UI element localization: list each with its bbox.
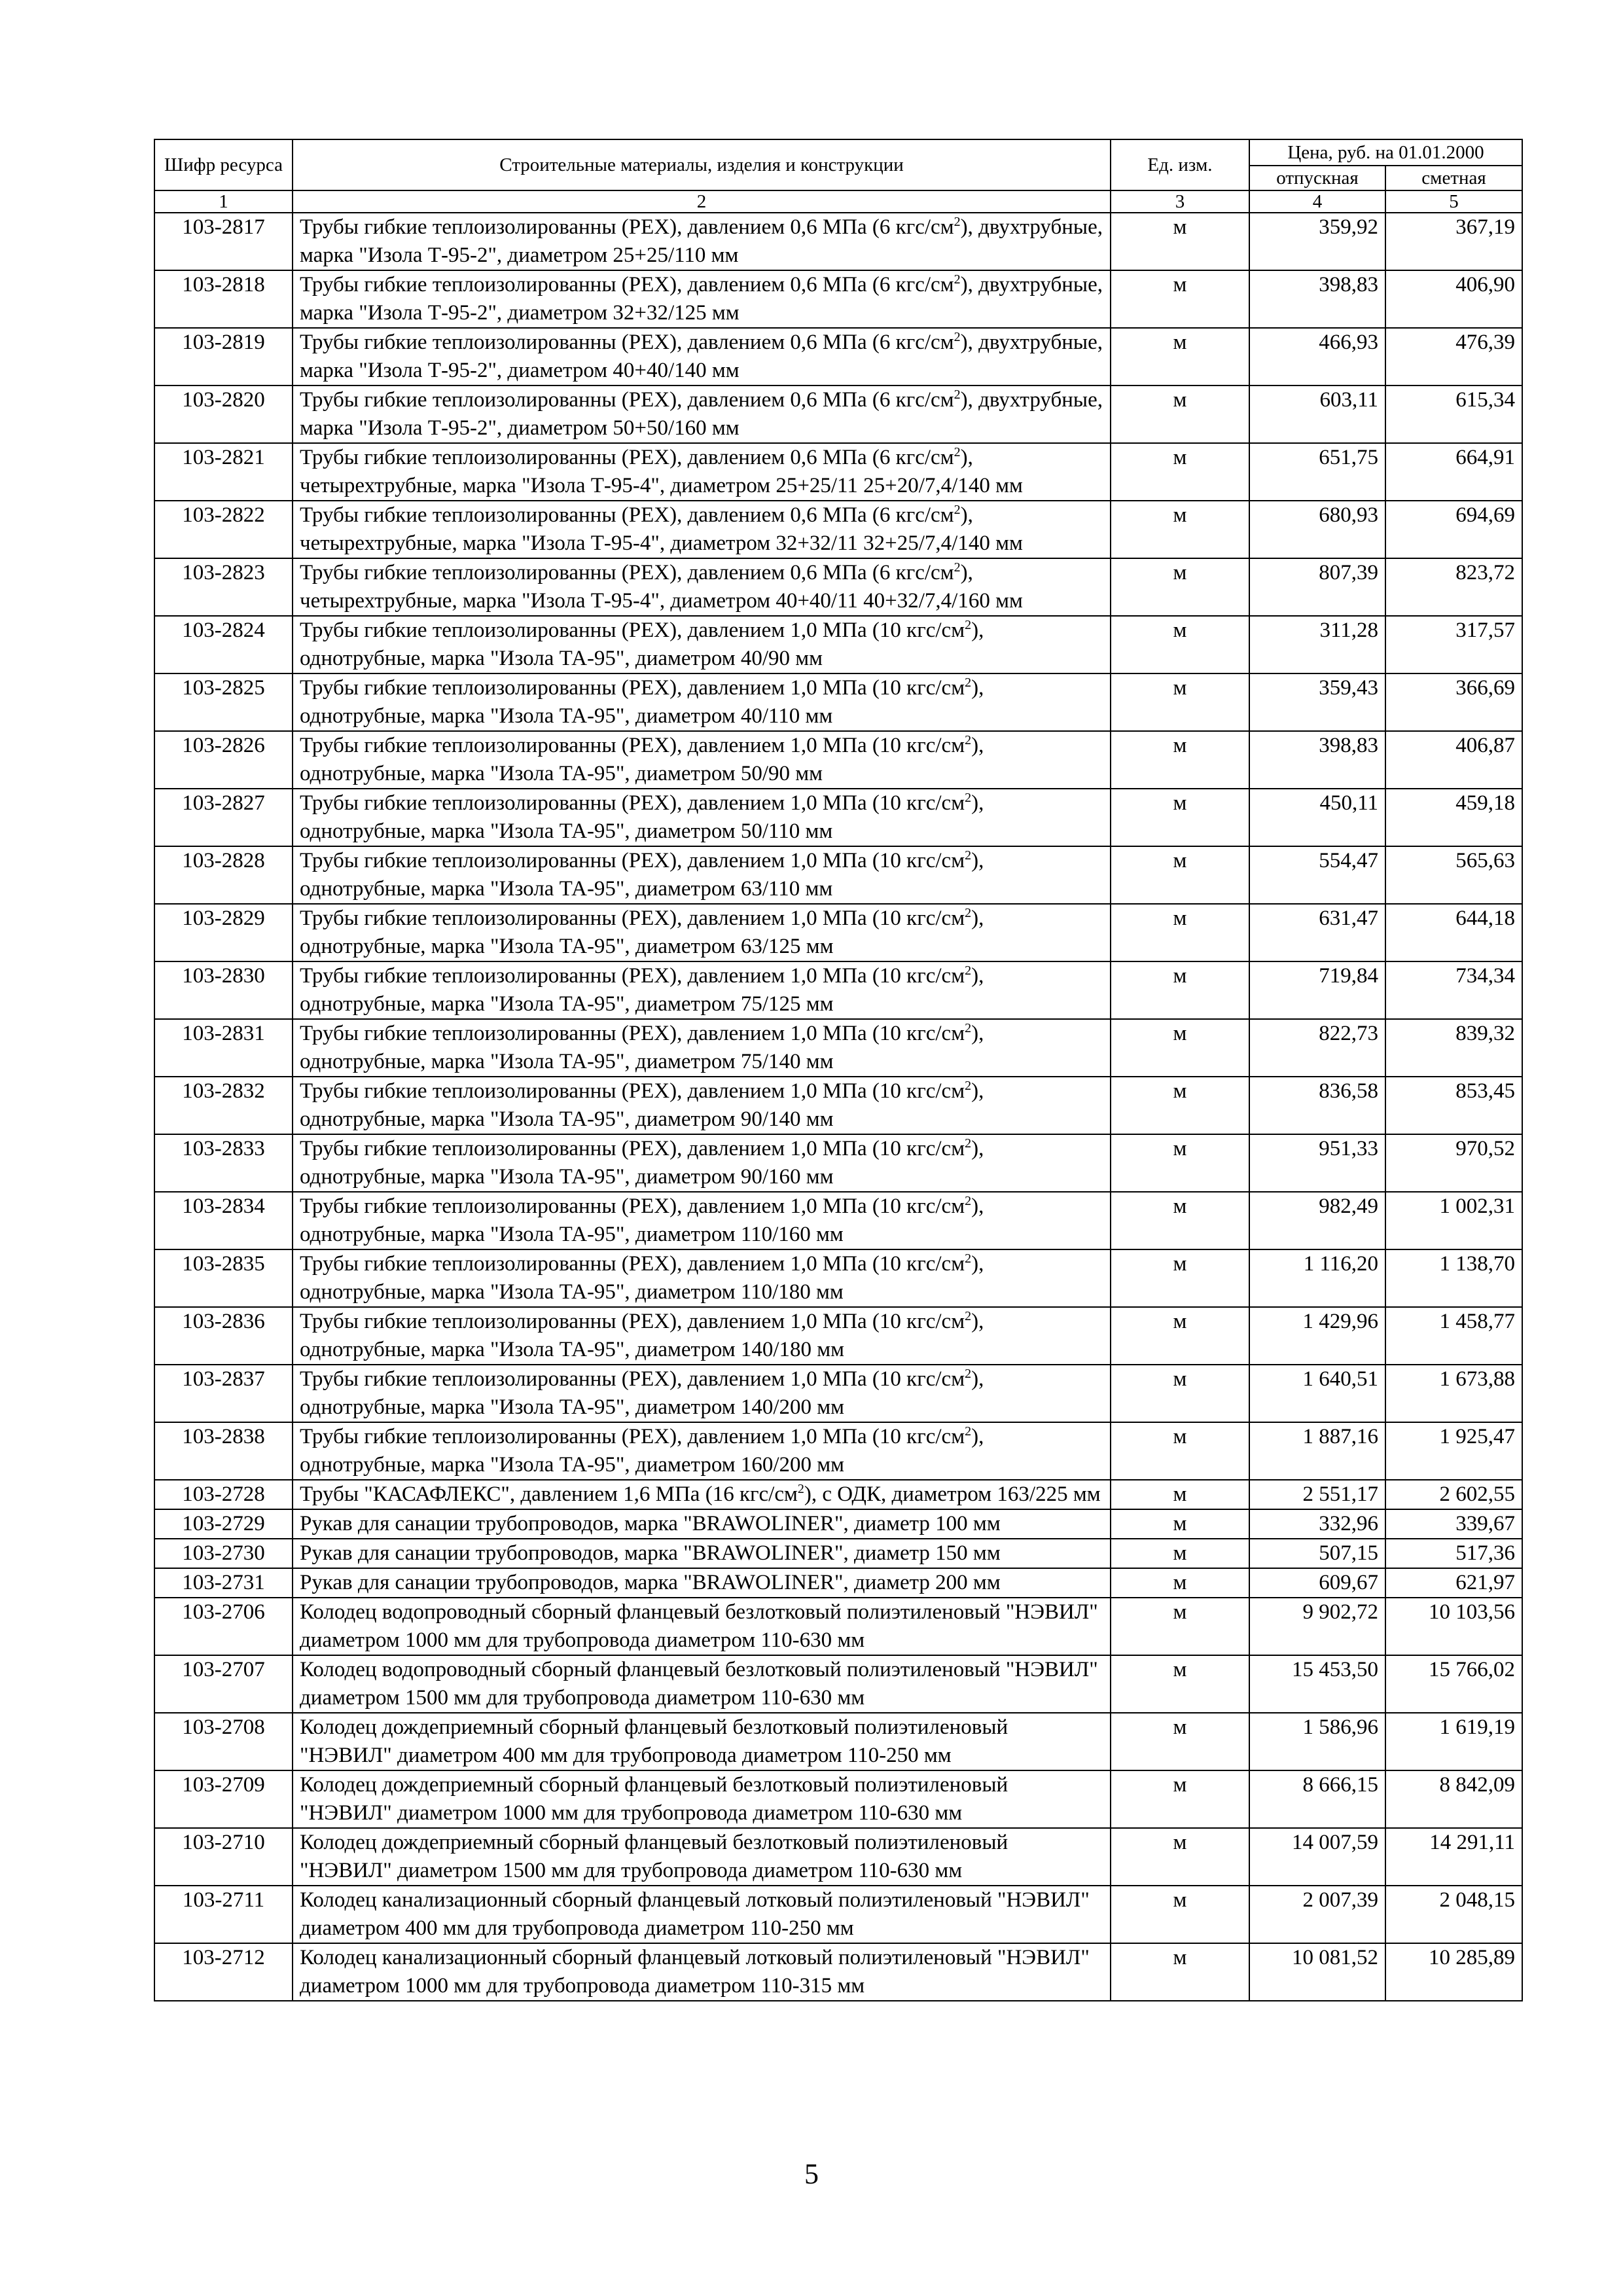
material-description <box>293 1539 1111 1568</box>
release-price: 2 007,39 <box>1249 1886 1385 1943</box>
description-text: Колодец дождеприемный сборный фланцевый безлотковый полиэтиленовый "НЭВИЛ" диаметром 400 мм для трубопровода диаметром 110-250 мм <box>300 1715 1008 1767</box>
table-row <box>154 1568 1522 1598</box>
unit-cell: м <box>1111 616 1249 673</box>
description-text: Трубы "КАСАФЛЕКС", давлением 1,6 МПа (16 кгс/см <box>300 1482 798 1506</box>
unit-cell: м <box>1111 443 1249 501</box>
description-text: Трубы гибкие теплоизолированны (PEX), давлением 1,0 МПа (10 кгс/см <box>300 1367 965 1391</box>
material-description <box>293 1019 1111 1077</box>
description-text: Трубы гибкие теплоизолированны (PEX), давлением 1,0 МПа (10 кгс/см <box>300 1022 965 1045</box>
table-row <box>154 443 1522 501</box>
material-description <box>293 1422 1111 1480</box>
resource-code: 103-2834 <box>154 1192 293 1249</box>
estimate-price: 1 925,47 <box>1385 1422 1522 1480</box>
unit-cell: м <box>1111 1019 1249 1077</box>
table-row <box>154 386 1522 443</box>
unit-cell: м <box>1111 904 1249 961</box>
resource-code: 103-2833 <box>154 1134 293 1192</box>
description-text: Трубы гибкие теплоизолированны (PEX), давлением 1,0 МПа (10 кгс/см <box>300 1425 965 1448</box>
material-description <box>293 1192 1111 1249</box>
superscript: 2 <box>965 1079 972 1093</box>
description-text: Рукав для санации трубопроводов, марка "BRAWOLINER", диаметр 150 мм <box>300 1541 1001 1565</box>
table-row <box>154 961 1522 1019</box>
unit-cell: м <box>1111 961 1249 1019</box>
material-description <box>293 731 1111 789</box>
estimate-price: 694,69 <box>1385 501 1522 558</box>
release-price: 982,49 <box>1249 1192 1385 1249</box>
unit-cell: м <box>1111 386 1249 443</box>
material-description <box>293 1365 1111 1422</box>
superscript: 2 <box>954 445 961 459</box>
estimate-price: 366,69 <box>1385 673 1522 731</box>
description-text-cont: ), однотрубные, марка "Изола ТА-95", диаметром 63/110 мм <box>300 849 984 901</box>
release-price: 450,11 <box>1249 789 1385 846</box>
resource-code: 103-2820 <box>154 386 293 443</box>
superscript: 2 <box>954 330 961 344</box>
estimate-price: 476,39 <box>1385 328 1522 386</box>
price-table-container <box>154 139 1522 2001</box>
description-text-cont: ), двухтрубные, марка "Изола Т-95-2", диаметром 50+50/160 мм <box>300 388 1103 440</box>
material-description <box>293 270 1111 328</box>
header-code: Шифр ресурса <box>154 139 293 190</box>
description-text: Рукав для санации трубопроводов, марка "BRAWOLINER", диаметр 100 мм <box>300 1512 1001 1535</box>
resource-code: 103-2707 <box>154 1655 293 1713</box>
estimate-price: 970,52 <box>1385 1134 1522 1192</box>
superscript: 2 <box>965 1194 972 1208</box>
material-description <box>293 1886 1111 1943</box>
header-price-group: Цена, руб. на 01.01.2000 <box>1249 139 1522 166</box>
material-description <box>293 1655 1111 1713</box>
unit-cell: м <box>1111 673 1249 731</box>
description-text-cont: ), двухтрубные, марка "Изола Т-95-2", диаметром 32+32/125 мм <box>300 273 1103 325</box>
unit-cell: м <box>1111 1568 1249 1598</box>
description-text-cont: ), двухтрубные, марка "Изола Т-95-2", диаметром 40+40/140 мм <box>300 331 1103 382</box>
unit-cell: м <box>1111 1598 1249 1655</box>
release-price: 359,43 <box>1249 673 1385 731</box>
resource-code: 103-2821 <box>154 443 293 501</box>
description-text-cont: ), однотрубные, марка "Изола ТА-95", диаметром 90/140 мм <box>300 1079 984 1131</box>
release-price: 609,67 <box>1249 1568 1385 1598</box>
description-text: Колодец канализационный сборный фланцевый лотковый полиэтиленовый "НЭВИЛ" диаметром 1000 мм для трубопровода диаметром 110-315 мм <box>300 1946 1090 1998</box>
release-price: 719,84 <box>1249 961 1385 1019</box>
material-description <box>293 961 1111 1019</box>
table-row <box>154 1509 1522 1539</box>
superscript: 2 <box>954 560 961 575</box>
column-number: 4 <box>1249 190 1385 213</box>
material-description <box>293 1509 1111 1539</box>
description-text: Колодец водопроводный сборный фланцевый безлотковый полиэтиленовый "НЭВИЛ" диаметром 1000 мм для трубопровода диаметром 110-630 мм <box>300 1600 1098 1652</box>
table-row <box>154 1192 1522 1249</box>
release-price: 15 453,50 <box>1249 1655 1385 1713</box>
estimate-price: 14 291,11 <box>1385 1828 1522 1886</box>
description-text: Трубы гибкие теплоизолированны (PEX), давлением 1,0 МПа (10 кгс/см <box>300 906 965 930</box>
description-text-cont: ), однотрубные, марка "Изола ТА-95", диаметром 110/160 мм <box>300 1194 984 1246</box>
material-description <box>293 616 1111 673</box>
estimate-price: 565,63 <box>1385 846 1522 904</box>
material-description <box>293 1568 1111 1598</box>
description-text-cont: ), однотрубные, марка "Изола ТА-95", диаметром 40/90 мм <box>300 619 984 670</box>
resource-code: 103-2827 <box>154 789 293 846</box>
release-price: 1 116,20 <box>1249 1249 1385 1307</box>
table-row <box>154 1365 1522 1422</box>
table-row <box>154 846 1522 904</box>
description-text-cont: ), однотрубные, марка "Изола ТА-95", диаметром 50/90 мм <box>300 734 984 785</box>
release-price: 8 666,15 <box>1249 1770 1385 1828</box>
superscript: 2 <box>965 733 972 747</box>
material-description <box>293 1134 1111 1192</box>
price-table <box>154 139 1523 2001</box>
resource-code: 103-2829 <box>154 904 293 961</box>
estimate-price: 1 673,88 <box>1385 1365 1522 1422</box>
description-text: Колодец канализационный сборный фланцевый лотковый полиэтиленовый "НЭВИЛ" диаметром 400 мм для трубопровода диаметром 110-250 мм <box>300 1888 1090 1940</box>
table-row <box>154 1249 1522 1307</box>
description-text-cont: ), однотрубные, марка "Изола ТА-95", диаметром 160/200 мм <box>300 1425 984 1477</box>
table-row <box>154 1539 1522 1568</box>
table-row <box>154 1480 1522 1509</box>
estimate-price: 1 458,77 <box>1385 1307 1522 1365</box>
table-row <box>154 1770 1522 1828</box>
resource-code: 103-2730 <box>154 1539 293 1568</box>
release-price: 807,39 <box>1249 558 1385 616</box>
material-description <box>293 1828 1111 1886</box>
description-text: Трубы гибкие теплоизолированны (PEX), давлением 1,0 МПа (10 кгс/см <box>300 1310 965 1333</box>
unit-cell: м <box>1111 1077 1249 1134</box>
description-text-cont: ), однотрубные, марка "Изола ТА-95", диаметром 75/125 мм <box>300 964 984 1016</box>
resource-code: 103-2728 <box>154 1480 293 1509</box>
release-price: 603,11 <box>1249 386 1385 443</box>
estimate-price: 406,87 <box>1385 731 1522 789</box>
material-description <box>293 1307 1111 1365</box>
material-description <box>293 558 1111 616</box>
description-text-cont: ), однотрубные, марка "Изола ТА-95", диаметром 110/180 мм <box>300 1252 984 1304</box>
description-text: Трубы гибкие теплоизолированны (PEX), давлением 1,0 МПа (10 кгс/см <box>300 1137 965 1160</box>
resource-code: 103-2822 <box>154 501 293 558</box>
description-text: Трубы гибкие теплоизолированны (PEX), давлением 1,0 МПа (10 кгс/см <box>300 1252 965 1276</box>
release-price: 466,93 <box>1249 328 1385 386</box>
estimate-price: 1 619,19 <box>1385 1713 1522 1770</box>
superscript: 2 <box>965 963 972 978</box>
description-text-cont: ), четырехтрубные, марка "Изола Т-95-4", диаметром 40+40/11 40+32/7,4/160 мм <box>300 561 1023 613</box>
release-price: 14 007,59 <box>1249 1828 1385 1886</box>
estimate-price: 2 602,55 <box>1385 1480 1522 1509</box>
description-text: Трубы гибкие теплоизолированны (PEX), давлением 0,6 МПа (6 кгс/см <box>300 331 954 354</box>
unit-cell: м <box>1111 1943 1249 2001</box>
table-row <box>154 270 1522 328</box>
superscript: 2 <box>965 848 972 863</box>
material-description <box>293 1480 1111 1509</box>
material-description <box>293 1077 1111 1134</box>
unit-cell: м <box>1111 1480 1249 1509</box>
estimate-price: 367,19 <box>1385 213 1522 270</box>
estimate-price: 517,36 <box>1385 1539 1522 1568</box>
unit-cell: м <box>1111 501 1249 558</box>
resource-code: 103-2712 <box>154 1943 293 2001</box>
description-text: Трубы гибкие теплоизолированны (PEX), давлением 1,0 МПа (10 кгс/см <box>300 964 965 988</box>
superscript: 2 <box>797 1482 804 1496</box>
superscript: 2 <box>954 503 961 517</box>
material-description <box>293 789 1111 846</box>
unit-cell: м <box>1111 1713 1249 1770</box>
release-price: 398,83 <box>1249 270 1385 328</box>
table-row <box>154 1655 1522 1713</box>
description-text: Трубы гибкие теплоизолированны (PEX), давлением 1,0 МПа (10 кгс/см <box>300 791 965 815</box>
material-description <box>293 1943 1111 2001</box>
release-price: 10 081,52 <box>1249 1943 1385 2001</box>
estimate-price: 615,34 <box>1385 386 1522 443</box>
estimate-price: 2 048,15 <box>1385 1886 1522 1943</box>
material-description <box>293 213 1111 270</box>
estimate-price: 734,34 <box>1385 961 1522 1019</box>
superscript: 2 <box>965 675 972 690</box>
unit-cell: м <box>1111 1192 1249 1249</box>
description-text-cont: ), однотрубные, марка "Изола ТА-95", диаметром 63/125 мм <box>300 906 984 958</box>
material-description <box>293 1249 1111 1307</box>
column-number: 5 <box>1385 190 1522 213</box>
superscript: 2 <box>965 791 972 805</box>
resource-code: 103-2838 <box>154 1422 293 1480</box>
unit-cell: м <box>1111 1886 1249 1943</box>
header-release-price: отпускная <box>1249 166 1385 190</box>
table-row <box>154 213 1522 270</box>
estimate-price: 1 138,70 <box>1385 1249 1522 1307</box>
superscript: 2 <box>965 1424 972 1439</box>
unit-cell: м <box>1111 1365 1249 1422</box>
release-price: 1 887,16 <box>1249 1422 1385 1480</box>
header-name: Строительные материалы, изделия и конструкции <box>293 139 1111 190</box>
description-text-cont: ), однотрубные, марка "Изола ТА-95", диаметром 140/180 мм <box>300 1310 984 1361</box>
superscript: 2 <box>965 906 972 920</box>
resource-code: 103-2729 <box>154 1509 293 1539</box>
description-text: Трубы гибкие теплоизолированны (PEX), давлением 1,0 МПа (10 кгс/см <box>300 676 965 700</box>
column-number: 1 <box>154 190 293 213</box>
description-text-cont: ), четырехтрубные, марка "Изола Т-95-4", диаметром 25+25/11 25+20/7,4/140 мм <box>300 446 1023 497</box>
estimate-price: 853,45 <box>1385 1077 1522 1134</box>
unit-cell: м <box>1111 1249 1249 1307</box>
resource-code: 103-2830 <box>154 961 293 1019</box>
description-text-cont: ), однотрубные, марка "Изола ТА-95", диаметром 40/110 мм <box>300 676 984 728</box>
resource-code: 103-2835 <box>154 1249 293 1307</box>
superscript: 2 <box>954 215 961 229</box>
release-price: 9 902,72 <box>1249 1598 1385 1655</box>
material-description <box>293 386 1111 443</box>
description-text: Колодец дождеприемный сборный фланцевый безлотковый полиэтиленовый "НЭВИЛ" диаметром 1500 мм для трубопровода диаметром 110-630 мм <box>300 1831 1008 1882</box>
table-row <box>154 501 1522 558</box>
release-price: 651,75 <box>1249 443 1385 501</box>
unit-cell: м <box>1111 1509 1249 1539</box>
superscript: 2 <box>965 1021 972 1035</box>
estimate-price: 621,97 <box>1385 1568 1522 1598</box>
estimate-price: 10 285,89 <box>1385 1943 1522 2001</box>
release-price: 507,15 <box>1249 1539 1385 1568</box>
table-row <box>154 1886 1522 1943</box>
table-row <box>154 1019 1522 1077</box>
resource-code: 103-2837 <box>154 1365 293 1422</box>
resource-code: 103-2825 <box>154 673 293 731</box>
description-text-cont: ), однотрубные, марка "Изола ТА-95", диаметром 75/140 мм <box>300 1022 984 1073</box>
description-text: Трубы гибкие теплоизолированны (PEX), давлением 0,6 МПа (6 кгс/см <box>300 215 954 239</box>
estimate-price: 339,67 <box>1385 1509 1522 1539</box>
superscript: 2 <box>965 1309 972 1323</box>
description-text-cont: ), с ОДК, диаметром 163/225 мм <box>804 1482 1101 1506</box>
estimate-price: 15 766,02 <box>1385 1655 1522 1713</box>
description-text: Рукав для санации трубопроводов, марка "BRAWOLINER", диаметр 200 мм <box>300 1571 1001 1594</box>
table-body <box>154 213 1522 2001</box>
table-row <box>154 616 1522 673</box>
material-description <box>293 501 1111 558</box>
material-description <box>293 1770 1111 1828</box>
material-description <box>293 673 1111 731</box>
unit-cell: м <box>1111 328 1249 386</box>
resource-code: 103-2706 <box>154 1598 293 1655</box>
description-text: Трубы гибкие теплоизолированны (PEX), давлением 1,0 МПа (10 кгс/см <box>300 1194 965 1218</box>
estimate-price: 10 103,56 <box>1385 1598 1522 1655</box>
estimate-price: 839,32 <box>1385 1019 1522 1077</box>
superscript: 2 <box>965 618 972 632</box>
resource-code: 103-2823 <box>154 558 293 616</box>
unit-cell: м <box>1111 1539 1249 1568</box>
table-row <box>154 1134 1522 1192</box>
superscript: 2 <box>954 272 961 287</box>
release-price: 332,96 <box>1249 1509 1385 1539</box>
description-text: Колодец водопроводный сборный фланцевый безлотковый полиэтиленовый "НЭВИЛ" диаметром 1500 мм для трубопровода диаметром 110-630 мм <box>300 1658 1098 1710</box>
table-row <box>154 904 1522 961</box>
estimate-price: 317,57 <box>1385 616 1522 673</box>
release-price: 836,58 <box>1249 1077 1385 1134</box>
table-row <box>154 558 1522 616</box>
column-number: 2 <box>293 190 1111 213</box>
release-price: 951,33 <box>1249 1134 1385 1192</box>
table-row <box>154 1307 1522 1365</box>
material-description <box>293 846 1111 904</box>
table-row <box>154 789 1522 846</box>
unit-cell: м <box>1111 1828 1249 1886</box>
resource-code: 103-2836 <box>154 1307 293 1365</box>
release-price: 311,28 <box>1249 616 1385 673</box>
page-number: 5 <box>804 2158 819 2190</box>
superscript: 2 <box>954 387 961 402</box>
material-description <box>293 443 1111 501</box>
release-price: 554,47 <box>1249 846 1385 904</box>
release-price: 359,92 <box>1249 213 1385 270</box>
description-text: Трубы гибкие теплоизолированны (PEX), давлением 0,6 МПа (6 кгс/см <box>300 561 954 584</box>
description-text: Колодец дождеприемный сборный фланцевый безлотковый полиэтиленовый "НЭВИЛ" диаметром 1000 мм для трубопровода диаметром 110-630 мм <box>300 1773 1008 1825</box>
unit-cell: м <box>1111 1655 1249 1713</box>
unit-cell: м <box>1111 1770 1249 1828</box>
table-row <box>154 1828 1522 1886</box>
unit-cell: м <box>1111 731 1249 789</box>
description-text: Трубы гибкие теплоизолированны (PEX), давлением 1,0 МПа (10 кгс/см <box>300 619 965 642</box>
description-text: Трубы гибкие теплоизолированны (PEX), давлением 1,0 МПа (10 кгс/см <box>300 1079 965 1103</box>
release-price: 680,93 <box>1249 501 1385 558</box>
material-description <box>293 1598 1111 1655</box>
unit-cell: м <box>1111 558 1249 616</box>
unit-cell: м <box>1111 1307 1249 1365</box>
resource-code: 103-2709 <box>154 1770 293 1828</box>
table-row <box>154 731 1522 789</box>
unit-cell: м <box>1111 213 1249 270</box>
resource-code: 103-2826 <box>154 731 293 789</box>
estimate-price: 459,18 <box>1385 789 1522 846</box>
resource-code: 103-2818 <box>154 270 293 328</box>
material-description <box>293 1713 1111 1770</box>
resource-code: 103-2817 <box>154 213 293 270</box>
superscript: 2 <box>965 1367 972 1381</box>
description-text-cont: ), однотрубные, марка "Изола ТА-95", диаметром 50/110 мм <box>300 791 984 843</box>
description-text-cont: ), однотрубные, марка "Изола ТА-95", диаметром 140/200 мм <box>300 1367 984 1419</box>
description-text: Трубы гибкие теплоизолированны (PEX), давлением 1,0 МПа (10 кгс/см <box>300 734 965 757</box>
table-row <box>154 1077 1522 1134</box>
resource-code: 103-2828 <box>154 846 293 904</box>
table-row <box>154 1422 1522 1480</box>
table-row <box>154 1598 1522 1655</box>
description-text-cont: ), двухтрубные, марка "Изола Т-95-2", диаметром 25+25/110 мм <box>300 215 1103 267</box>
description-text-cont: ), четырехтрубные, марка "Изола Т-95-4", диаметром 32+32/11 32+25/7,4/140 мм <box>300 503 1023 555</box>
unit-cell: м <box>1111 789 1249 846</box>
resource-code: 103-2710 <box>154 1828 293 1886</box>
description-text: Трубы гибкие теплоизолированны (PEX), давлением 1,0 МПа (10 кгс/см <box>300 849 965 872</box>
estimate-price: 8 842,09 <box>1385 1770 1522 1828</box>
superscript: 2 <box>965 1136 972 1151</box>
unit-cell: м <box>1111 846 1249 904</box>
unit-cell: м <box>1111 1134 1249 1192</box>
estimate-price: 664,91 <box>1385 443 1522 501</box>
description-text: Трубы гибкие теплоизолированны (PEX), давлением 0,6 МПа (6 кгс/см <box>300 446 954 469</box>
table-row <box>154 673 1522 731</box>
table-row <box>154 1943 1522 2001</box>
resource-code: 103-2832 <box>154 1077 293 1134</box>
header-unit: Ед. изм. <box>1111 139 1249 190</box>
resource-code: 103-2711 <box>154 1886 293 1943</box>
estimate-price: 406,90 <box>1385 270 1522 328</box>
description-text-cont: ), однотрубные, марка "Изола ТА-95", диаметром 90/160 мм <box>300 1137 984 1189</box>
release-price: 822,73 <box>1249 1019 1385 1077</box>
resource-code: 103-2824 <box>154 616 293 673</box>
resource-code: 103-2831 <box>154 1019 293 1077</box>
resource-code: 103-2819 <box>154 328 293 386</box>
description-text: Трубы гибкие теплоизолированны (PEX), давлением 0,6 МПа (6 кгс/см <box>300 388 954 412</box>
estimate-price: 823,72 <box>1385 558 1522 616</box>
resource-code: 103-2731 <box>154 1568 293 1598</box>
release-price: 1 640,51 <box>1249 1365 1385 1422</box>
unit-cell: м <box>1111 270 1249 328</box>
release-price: 631,47 <box>1249 904 1385 961</box>
estimate-price: 644,18 <box>1385 904 1522 961</box>
release-price: 398,83 <box>1249 731 1385 789</box>
release-price: 2 551,17 <box>1249 1480 1385 1509</box>
resource-code: 103-2708 <box>154 1713 293 1770</box>
estimate-price: 1 002,31 <box>1385 1192 1522 1249</box>
superscript: 2 <box>965 1251 972 1266</box>
release-price: 1 429,96 <box>1249 1307 1385 1365</box>
table-row <box>154 328 1522 386</box>
header-estimate-price: сметная <box>1385 166 1522 190</box>
material-description <box>293 328 1111 386</box>
unit-cell: м <box>1111 1422 1249 1480</box>
table-row <box>154 1713 1522 1770</box>
material-description <box>293 904 1111 961</box>
release-price: 1 586,96 <box>1249 1713 1385 1770</box>
description-text: Трубы гибкие теплоизолированны (PEX), давлением 0,6 МПа (6 кгс/см <box>300 503 954 527</box>
description-text: Трубы гибкие теплоизолированны (PEX), давлением 0,6 МПа (6 кгс/см <box>300 273 954 296</box>
column-number: 3 <box>1111 190 1249 213</box>
